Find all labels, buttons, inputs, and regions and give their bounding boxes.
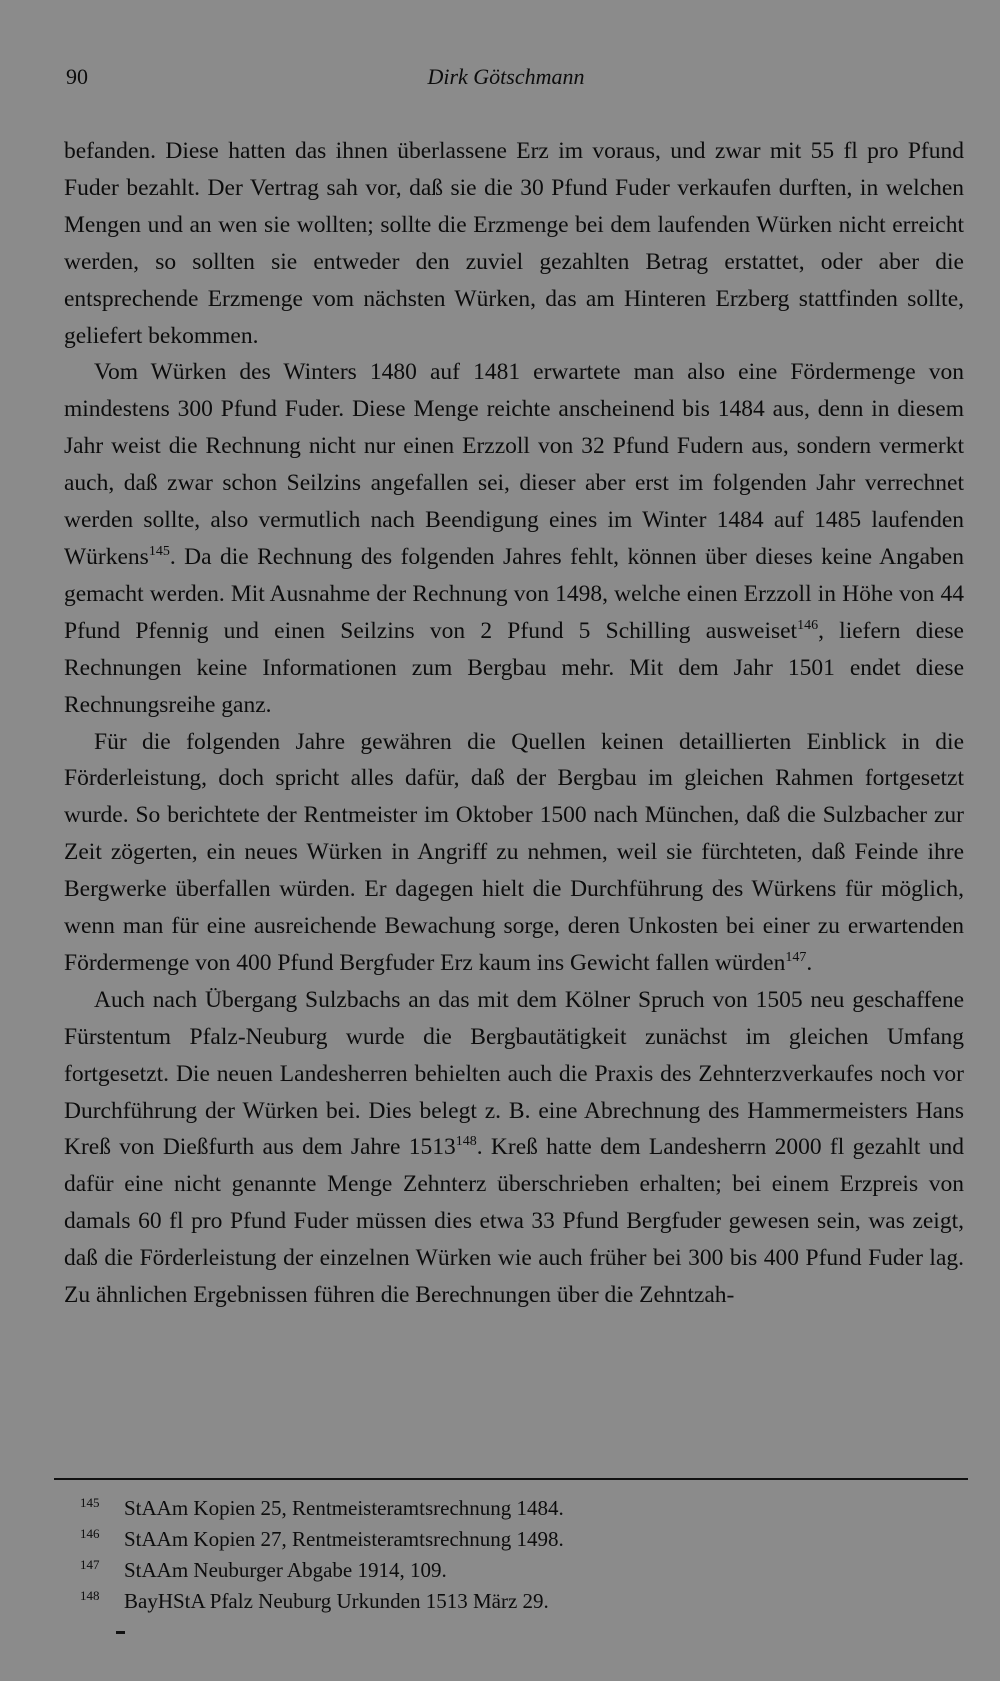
footnote-number: 146 xyxy=(80,1526,100,1541)
page-header xyxy=(66,64,946,96)
footnote-item xyxy=(80,1556,940,1587)
footnote-divider xyxy=(54,1478,968,1480)
paragraph-3 xyxy=(64,724,964,982)
running-head: Dirk Götschmann xyxy=(427,64,585,89)
footnotes xyxy=(80,1494,940,1618)
paragraph-2-text-a: Vom Würken des Winters 1480 auf 1481 erwartete man also eine Fördermenge von mindestens 300 Pfund Fuder. Diese Menge reichte anscheinend bis 1484 aus, denn in diesem Jahr weist die Rechnung nicht nur einen Erzzoll von 32 Pfund Fudern aus, sondern vermerkt auch, daß zwar schon Seilzins angefallen sei, dieser aber erst im folgenden Jahr verrechnet werden sollte, also vermutlich nach Beendigung eines im Winter 1484 auf 1485 laufenden Würkens xyxy=(64,359,964,570)
scan-mark xyxy=(116,1631,125,1634)
footnote-item xyxy=(80,1525,940,1556)
paragraph-2-text-b: . Da die Rechnung des folgenden Jahres fehlt, können über dieses keine Angaben gemacht werden. Mit Ausnahme der Rechnung von 1498, welche einen Erzzoll in Höhe von 44 Pfund Pfennig und einen Seilzins von 2 Pfund 5 Schilling ausweiset xyxy=(64,543,964,644)
paragraph-4 xyxy=(64,982,964,1314)
footnote-number: 147 xyxy=(80,1557,100,1572)
paragraph-4-text-a: Auch nach Übergang Sulzbachs an das mit dem Kölner Spruch von 1505 neu geschaffene Fürstentum Pfalz-Neuburg wurde die Bergbautätigkeit zunächst im gleichen Umfang fortgesetzt. Die neuen Landesherren behielten auch die Praxis des Zehnterzverkaufes noch vor Durchführung der Würken bei. Dies belegt z. B. eine Abrechnung des Hammermeisters Hans Kreß von Dießfurth aus dem Jahre 1513 xyxy=(64,986,964,1161)
paragraph-3-text-b: . xyxy=(806,949,813,976)
footnote-text: StAAm Kopien 25, Rentmeisteramtsrechnung 1484. xyxy=(124,1496,564,1520)
footnote-text: BayHStA Pfalz Neuburg Urkunden 1513 März 29. xyxy=(124,1589,549,1613)
footnote-number: 145 xyxy=(80,1495,100,1510)
paragraph-3-text-a: Für die folgenden Jahre gewähren die Quellen keinen detaillierten Einblick in die Förderleistung, doch spricht alles dafür, daß der Bergbau im gleichen Rahmen fortgesetzt wurde. So berichtete der Rentmeister im Oktober 1500 nach München, daß die Sulzbacher zur Zeit zögerten, ein neues Würken in Angriff zu nehmen, weil sie fürchteten, daß Feinde ihre Bergwerke überfallen würden. Er dagegen hielt die Durchführung des Würkens für möglich, wenn man für eine ausreichende Bewachung sorge, deren Unkosten bei einer zu erwartenden Fördermenge von 400 Pfund Bergfuder Erz kaum ins Gewicht fallen würden xyxy=(64,728,964,976)
paragraph-4-text-b: . Kreß hatte dem Landesherrn 2000 fl gezahlt und dafür eine nicht genannte Menge Zehnterz überschrieben erhalten; bei einem Erzpreis von damals 60 fl pro Pfund Fuder müssen dies etwa 33 Pfund Bergfuder gewesen sein, was zeigt, daß die Förderleistung der einzelnen Würken wie auch früher bei 300 bis 400 Pfund Fuder lag. Zu ähnlichen Ergebnissen führen die Berechnungen über die Zehntzah- xyxy=(64,1134,964,1309)
footnote-ref-148: 148 xyxy=(455,1134,477,1150)
page-number: 90 xyxy=(66,64,88,89)
footnote-text: StAAm Neuburger Abgabe 1914, 109. xyxy=(124,1558,447,1582)
footnote-ref-146: 146 xyxy=(797,617,819,633)
body-text xyxy=(64,133,964,1314)
paragraph-2-text-c: , liefern diese Rechnungen keine Informationen zum Bergbau mehr. Mit dem Jahr 1501 endet diese Rechnungsreihe ganz. xyxy=(64,617,964,718)
footnote-text: StAAm Kopien 27, Rentmeisteramtsrechnung 1498. xyxy=(124,1527,564,1551)
footnote-ref-145: 145 xyxy=(148,543,170,559)
footnote-item xyxy=(80,1587,940,1618)
footnote-number: 148 xyxy=(80,1588,100,1603)
footnote-ref-147: 147 xyxy=(785,949,807,965)
paragraph-1: befanden. Diese hatten das ihnen überlassene Erz im voraus, und zwar mit 55 fl pro Pfund Fuder bezahlt. Der Vertrag sah vor, daß sie die 30 Pfund Fuder verkaufen durften, in welchen Mengen und an wen sie wollten; sollte die Erzmenge bei dem laufenden Würken nicht erreicht werden, so sollten sie entweder den zuviel gezahlten Betrag erstattet, oder aber die entsprechende Erzmenge vom nächsten Würken, das am Hinteren Erzberg stattfinden sollte, geliefert bekommen. xyxy=(64,138,964,349)
paragraph-2 xyxy=(64,354,964,723)
footnote-item xyxy=(80,1494,940,1525)
